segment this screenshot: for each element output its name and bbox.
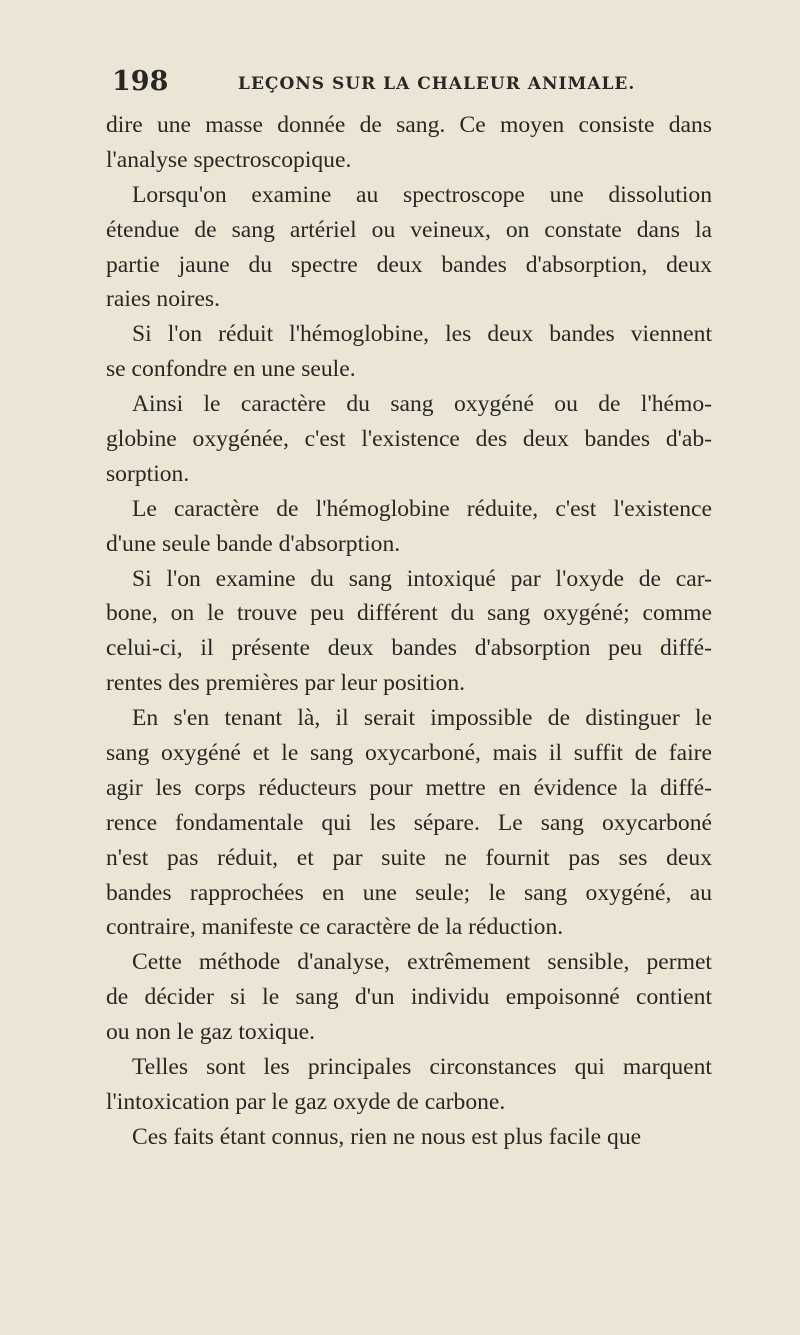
text-line: l'analyse spectroscopique. (106, 146, 352, 173)
text-line: rentes des premières par leur position. (106, 670, 466, 697)
paragraph (106, 317, 712, 387)
text-line: partie jaune du spectre deux bandes d'absorption, deux (106, 251, 712, 278)
text-line: bandes rapprochées en une seule; le sang oxygéné, au (106, 879, 712, 906)
page-header (112, 66, 712, 106)
text-line: agir les corps réducteurs pour mettre en évidence la diffé- (106, 774, 712, 801)
text-line: Si l'on réduit l'hémoglobine, les deux bandes viennent (132, 321, 712, 348)
text-line: bone, on le trouve peu différent du sang oxygéné; comme (106, 600, 712, 627)
text-line: En s'en tenant là, il serait impossible de distinguer le (132, 705, 712, 732)
page-number: 198 (112, 66, 169, 97)
body-text (106, 108, 712, 1155)
paragraph (106, 1120, 712, 1155)
text-line: étendue de sang artériel ou veineux, on constate dans la (106, 216, 712, 243)
text-line: Telles sont les principales circonstances qui marquent (132, 1054, 712, 1081)
text-line: rence fondamentale qui les sépare. Le sang oxycarboné (106, 809, 712, 836)
running-title: LEÇONS SUR LA CHALEUR ANIMALE. (238, 74, 636, 94)
paragraph (106, 562, 712, 702)
paragraph (106, 178, 712, 318)
text-line: Si l'on examine du sang intoxiqué par l'oxyde de car- (132, 565, 712, 592)
text-line: Cette méthode d'analyse, extrêmement sensible, permet (132, 949, 712, 976)
text-line: de décider si le sang d'un individu empoisonné contient (106, 984, 712, 1011)
paragraph (106, 108, 712, 178)
text-line: Lorsqu'on examine au spectroscope une dissolution (132, 181, 712, 208)
paragraph (106, 701, 712, 945)
text-line: ou non le gaz toxique. (106, 1019, 316, 1046)
paragraph (106, 492, 712, 562)
paragraph (106, 945, 712, 1050)
text-line: sorption. (106, 460, 190, 487)
text-line: raies noires. (106, 286, 220, 313)
text-line: Ces faits étant connus, rien ne nous est plus facile que (132, 1123, 642, 1150)
text-line: dire une masse donnée de sang. Ce moyen consiste dans (106, 112, 712, 138)
text-line: celui-ci, il présente deux bandes d'absorption peu diffé- (106, 635, 712, 662)
text-line: sang oxygéné et le sang oxycarboné, mais il suffit de faire (106, 740, 712, 767)
text-line: Ainsi le caractère du sang oxygéné ou de l'hémo- (132, 391, 712, 418)
text-line: n'est pas réduit, et par suite ne fournit pas ses deux (106, 844, 712, 871)
text-line: globine oxygénée, c'est l'existence des deux bandes d'ab- (106, 426, 712, 453)
paragraph (106, 1050, 712, 1120)
text-line: Le caractère de l'hémoglobine réduite, c'est l'existence (132, 495, 712, 522)
paragraph (106, 387, 712, 492)
text-line: se confondre en une seule. (106, 356, 356, 383)
text-line: contraire, manifeste ce caractère de la réduction. (106, 914, 564, 941)
text-line: d'une seule bande d'absorption. (106, 530, 401, 557)
text-line: l'intoxication par le gaz oxyde de carbone. (106, 1088, 506, 1115)
